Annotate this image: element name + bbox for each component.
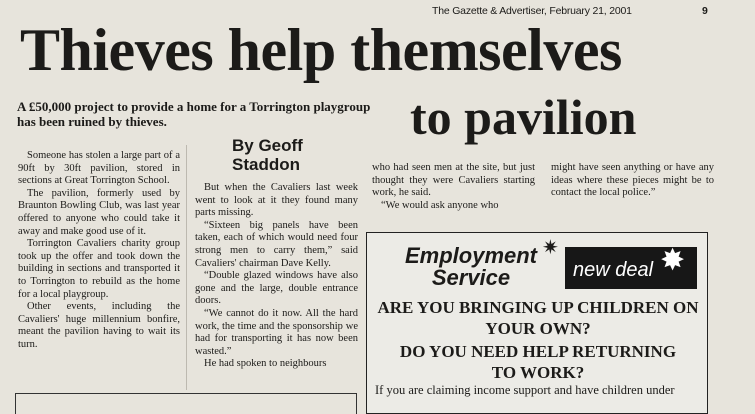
publication-line: The Gazette & Advertiser, February 21, 2001 xyxy=(432,5,632,17)
paragraph: But when the Cavaliers last week went to look at it they found many parts missing. xyxy=(195,182,358,219)
paragraph: who had seen men at the site, but just thought they were Cavaliers starting work, he said. xyxy=(372,162,535,199)
paragraph: “We cannot do it now. All the hard work, the time and the sponsorship we had for transporting it has now been wasted.” xyxy=(195,307,358,357)
byline-line-1: By Geoff xyxy=(232,136,303,155)
column-rule xyxy=(186,145,187,390)
next-article-box xyxy=(15,393,357,414)
masthead xyxy=(432,5,732,17)
paragraph: He had spoken to neighbours xyxy=(204,358,327,370)
paragraph: “Double glazed windows have also gone and the large, double entrance doors. xyxy=(195,270,358,307)
page-number: 9 xyxy=(702,5,708,17)
paragraph: “We would ask anyone who xyxy=(381,199,499,211)
paragraph: “Sixteen big panels have been taken, each of which would need four strong men to carry them,” said Cavaliers' chairman Dave Kelly. xyxy=(195,219,358,269)
advert-question-1-line-1: ARE YOU BRINGING UP CHILDREN ON xyxy=(377,298,699,317)
advert-question-1 xyxy=(375,297,701,339)
article-column-3 xyxy=(372,162,535,212)
advert-title-line-2: Service xyxy=(431,265,511,290)
paragraph: Other events, including the Cavaliers' huge millennium bonfire, meant the pavilion having to wait its turn. xyxy=(18,301,180,350)
starburst-icon: ✸ xyxy=(660,244,686,277)
article-column-1 xyxy=(18,150,180,352)
article-column-4 xyxy=(551,162,714,200)
advert-question-1-line-2: YOUR OWN? xyxy=(485,319,591,338)
new-deal-label: new deal xyxy=(573,259,654,281)
paragraph: Someone has stolen a large part of a 90ft by 30ft pavilion, stored in sections at Great Torrington School. xyxy=(18,150,180,187)
byline xyxy=(232,136,362,174)
headline-line-1: Thieves help themselves xyxy=(20,17,622,83)
byline-line-2: Staddon xyxy=(232,155,300,174)
standfirst: A £50,000 project to provide a home for a Torrington playgroup has been ruined by thieves. xyxy=(17,99,371,129)
advert-question-2 xyxy=(375,341,701,383)
advert-question-2-line-2: TO WORK? xyxy=(491,363,585,382)
article-column-2 xyxy=(195,182,358,371)
employment-service-advert xyxy=(366,232,708,414)
advert-title-line-1: Employment xyxy=(404,243,538,268)
advert-footer-text: If you are claiming income support and have children under xyxy=(375,383,675,397)
paragraph: The pavilion, formerly used by Braunton Bowling Club, was last year offered to anyone who could take it away and make good use of it. xyxy=(18,187,180,237)
headline-line-2: to pavilion xyxy=(410,89,637,145)
new-deal-badge xyxy=(565,244,697,289)
paragraph: Torrington Cavaliers charity group took up the offer and took down the building in sections and transported it to Torrington to rebuild as the home for a local playgroup. xyxy=(18,238,180,300)
star-icon: ✷ xyxy=(542,237,559,259)
paragraph: might have seen anything or have any ideas where these pieces might be to contact the local police.” xyxy=(551,162,714,199)
advert-title xyxy=(381,245,561,289)
advert-question-2-line-1: DO YOU NEED HELP RETURNING xyxy=(399,342,677,361)
